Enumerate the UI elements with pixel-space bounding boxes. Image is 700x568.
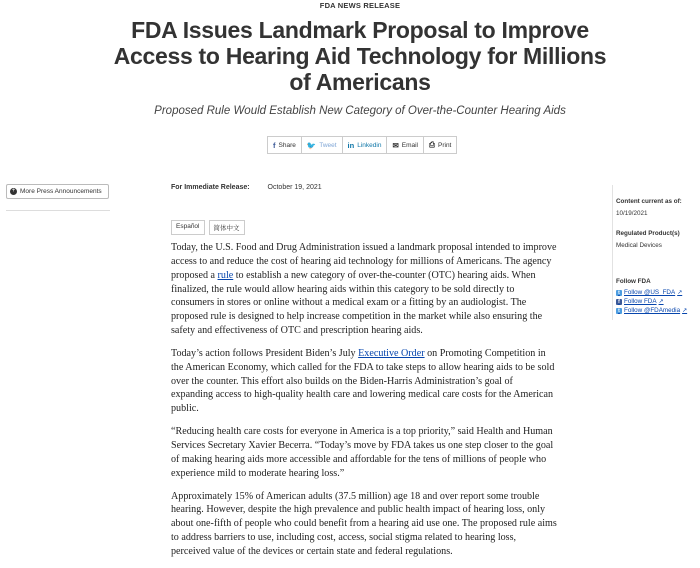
p1-text-a: Today, the U.S. Food and Drug Administration issued a landmark proposal intended to improve access to and reduce the cost of hearing aid technology for millions of Americans. The agency proposed a	[171, 242, 557, 281]
twitter-icon: t	[616, 308, 622, 314]
paragraph-4: Approximately 15% of American adults (37.5 million) age 18 and over report some trouble hearing. However, despite the high prevalence and public health impact of hearing loss, only about one-fifth of people who could benefit from a hearing aid use one. The proposed rule aims to address barriers to use, including cost, access, social stigma related to hearing loss, perceived value of the devices or certain state and federal regulations.	[171, 490, 557, 557]
lang-chinese-button[interactable]: 简体中文	[209, 220, 245, 235]
p2-text-a: Today’s action follows President Biden’s July	[171, 347, 359, 359]
external-link-icon: ↗	[677, 290, 683, 296]
regulated-products-value: Medical Devices	[616, 242, 662, 249]
follow-link-label: Follow @US_FDA	[624, 289, 676, 296]
twitter-icon: 🐦	[306, 140, 317, 150]
follow-link-label: Follow FDA	[624, 298, 657, 305]
article-body	[171, 241, 557, 568]
follow-link-label: Follow @FDAmedia	[624, 307, 681, 314]
follow-us-fda-link[interactable]	[616, 289, 700, 296]
share-facebook-button[interactable]	[268, 137, 302, 153]
regulated-products-label: Regulated Product(s)	[616, 230, 680, 237]
external-link-icon: ↗	[682, 308, 688, 314]
release-label: For Immediate Release:	[171, 184, 250, 191]
content-current-label: Content current as of:	[616, 198, 682, 205]
rule-link[interactable]: rule	[217, 269, 234, 281]
print-button[interactable]	[424, 137, 456, 153]
tweet-label: Tweet	[319, 141, 337, 149]
paragraph-3: “Reducing health care costs for everyone in America is a top priority,” said Health and Human Services Secretary Xavier Becerra. “Today’s move by FDA takes us one step closer to the goal of making hearing aids more accessible and affordable for the tens of millions of people who experience mild to moderate hearing loss.”	[171, 426, 554, 479]
print-label: Print	[438, 141, 452, 149]
page-subtitle: Proposed Rule Would Establish New Category of Over-the-Counter Hearing Aids	[154, 105, 566, 117]
print-icon: ⎙	[429, 140, 435, 149]
page-title: FDA Issues Landmark Proposal to Improve Access to Hearing Aid Technology for Millions of Americans	[113, 17, 607, 95]
divider	[612, 185, 613, 320]
language-links	[171, 220, 245, 235]
release-line	[171, 184, 322, 191]
regulated-products-block	[616, 230, 700, 249]
follow-fda-label: Follow FDA	[616, 278, 651, 285]
facebook-icon: f	[273, 140, 276, 150]
p1-text-b: to establish a new category of over-the-counter (OTC) hearing aids. When finalized, the rule would allow hearing aids within this category to be sold directly to consumers in stores or online without a medical exam or a fitting by an audiologist. The proposed rule is designed to help increase competition in the market while also ensuring the safety and effectiveness of OTC and prescription hearing aids.	[171, 269, 543, 337]
share-bar	[267, 136, 457, 154]
paragraph-2	[171, 347, 557, 416]
follow-fdamedia-link[interactable]	[616, 307, 700, 314]
share-email-button[interactable]	[387, 137, 424, 153]
twitter-icon: t	[616, 290, 622, 296]
share-twitter-button[interactable]	[302, 137, 343, 153]
news-kicker: FDA NEWS RELEASE	[319, 1, 401, 10]
content-current-block	[616, 198, 700, 217]
divider	[6, 210, 110, 211]
linkedin-label: Linkedin	[357, 141, 382, 149]
share-label: Share	[278, 141, 296, 149]
follow-fda-block	[616, 278, 700, 314]
paragraph-1	[171, 241, 557, 338]
release-date: October 19, 2021	[267, 184, 322, 191]
content-current-date: 10/19/2021	[616, 210, 648, 217]
share-linkedin-button[interactable]	[343, 137, 388, 153]
external-link-icon: ↗	[658, 299, 664, 305]
more-press-announcements-button[interactable]	[6, 184, 109, 199]
email-label: Email	[401, 141, 418, 149]
plus-circle-icon: +	[11, 188, 16, 194]
p2-text-b: on Promoting Competition in the American Economy, which called for the FDA to take steps to allow hearing aids to be sold over the counter. This effort also builds on the Biden-Harris Administration’s goal of expanding access to high-quality health care and lowering medical care costs for the American public.	[171, 347, 555, 415]
linkedin-icon: in	[347, 140, 355, 150]
facebook-icon: f	[616, 299, 622, 305]
follow-fda-facebook-link[interactable]	[616, 298, 700, 305]
executive-order-link[interactable]: Executive Order	[358, 347, 425, 359]
lang-spanish-button[interactable]: Español	[171, 220, 205, 235]
email-icon: ✉	[392, 140, 399, 150]
more-label: More Press Announcements	[20, 188, 102, 195]
